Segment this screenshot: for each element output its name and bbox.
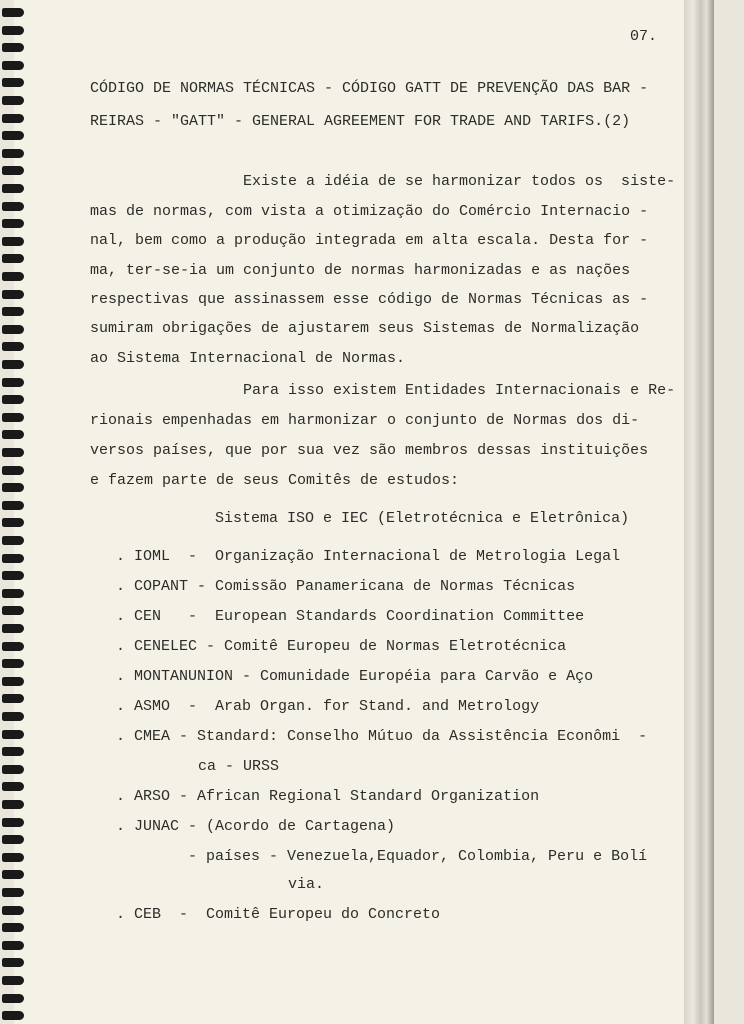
spiral-coil bbox=[2, 290, 24, 299]
spiral-coil bbox=[2, 149, 24, 158]
spiral-coil bbox=[2, 976, 24, 985]
list-item: . ASMO - Arab Organ. for Stand. and Metrology bbox=[116, 698, 540, 715]
paragraph1-line: respectivas que assinassem esse código de Normas Técnicas as - bbox=[90, 291, 649, 308]
spiral-coil bbox=[2, 430, 24, 439]
spiral-coil bbox=[2, 202, 24, 211]
spiral-coil bbox=[2, 958, 24, 967]
spiral-coil bbox=[2, 96, 24, 105]
spiral-coil bbox=[2, 994, 24, 1003]
spiral-coil bbox=[2, 712, 24, 721]
paragraph1-line: sumiram obrigações de ajustarem seus Sistemas de Normalização bbox=[90, 320, 640, 337]
title-line-2: REIRAS - "GATT" - GENERAL AGREEMENT FOR TRADE AND TARIFS.(2) bbox=[90, 113, 631, 130]
spiral-coil bbox=[2, 43, 24, 52]
spiral-coil bbox=[2, 835, 24, 844]
spiral-coil bbox=[2, 219, 24, 228]
list-item: . IOML - Organização Internacional de Metrologia Legal bbox=[116, 548, 621, 565]
spiral-coil bbox=[2, 114, 24, 123]
spiral-coil bbox=[2, 694, 24, 703]
spiral-coil bbox=[2, 765, 24, 774]
spiral-coil bbox=[2, 730, 24, 739]
spiral-coil bbox=[2, 1011, 24, 1020]
spiral-coil bbox=[2, 237, 24, 246]
spiral-coil bbox=[2, 413, 24, 422]
spiral-coil bbox=[2, 184, 24, 193]
paragraph1-line: ao Sistema Internacional de Normas. bbox=[90, 350, 406, 367]
spiral-coil bbox=[2, 941, 24, 950]
spiral-coil bbox=[2, 325, 24, 334]
spiral-coil bbox=[2, 870, 24, 879]
list-item-continuation: via. bbox=[288, 876, 325, 893]
spiral-coil bbox=[2, 360, 24, 369]
paragraph2-line: Para isso existem Entidades Internacionais e Re- bbox=[243, 382, 676, 399]
spiral-coil bbox=[2, 642, 24, 651]
spiral-coil bbox=[2, 888, 24, 897]
spiral-coil bbox=[2, 800, 24, 809]
list-item: . CMEA - Standard: Conselho Mútuo da Assistência Econômi - bbox=[116, 728, 648, 745]
system-line: Sistema ISO e IEC (Eletrotécnica e Eletrônica) bbox=[215, 510, 630, 527]
spiral-coil bbox=[2, 782, 24, 791]
list-item: . ARSO - African Regional Standard Organization bbox=[116, 788, 540, 805]
spiral-coil bbox=[2, 677, 24, 686]
paragraph1-line: Existe a idéia de se harmonizar todos os siste- bbox=[243, 173, 676, 190]
spiral-coil bbox=[2, 659, 24, 668]
spiral-coil bbox=[2, 853, 24, 862]
spiral-coil bbox=[2, 307, 24, 316]
spiral-coil bbox=[2, 395, 24, 404]
spiral-coil bbox=[2, 554, 24, 563]
spiral-coil bbox=[2, 254, 24, 263]
list-item-subline: - países - Venezuela,Equador, Colombia, Peru e Bolí bbox=[188, 848, 648, 865]
spiral-coil bbox=[2, 78, 24, 87]
spiral-coil bbox=[2, 747, 24, 756]
list-item-continuation: ca - URSS bbox=[198, 758, 280, 775]
spiral-coil bbox=[2, 272, 24, 281]
spiral-coil bbox=[2, 606, 24, 615]
spiral-coil bbox=[2, 378, 24, 387]
list-item: . MONTANUNION - Comunidade Européia para Carvão e Aço bbox=[116, 668, 594, 685]
spiral-coil bbox=[2, 589, 24, 598]
spiral-coil bbox=[2, 483, 24, 492]
spiral-coil bbox=[2, 906, 24, 915]
list-item: . CENELEC - Comitê Europeu de Normas Eletrotécnica bbox=[116, 638, 567, 655]
paragraph1-line: mas de normas, com vista a otimização do Comércio Internacio - bbox=[90, 203, 649, 220]
paragraph2-line: versos países, que por sua vez são membros dessas instituições bbox=[90, 442, 649, 459]
spiral-coil bbox=[2, 501, 24, 510]
spiral-coil bbox=[2, 448, 24, 457]
spiral-coil bbox=[2, 466, 24, 475]
spiral-coil bbox=[2, 571, 24, 580]
spiral-coil bbox=[2, 8, 24, 17]
paragraph1-line: nal, bem como a produção integrada em alta escala. Desta for - bbox=[90, 232, 649, 249]
spiral-coil bbox=[2, 818, 24, 827]
list-item: . COPANT - Comissão Panamericana de Normas Técnicas bbox=[116, 578, 576, 595]
spiral-coil bbox=[2, 166, 24, 175]
spiral-coil bbox=[2, 624, 24, 633]
list-item: . CEN - European Standards Coordination Committee bbox=[116, 608, 585, 625]
spiral-coil bbox=[2, 342, 24, 351]
list-item: . CEB - Comitê Europeu do Concreto bbox=[116, 906, 441, 923]
page-number: 07. bbox=[630, 28, 658, 45]
spiral-binding bbox=[0, 0, 30, 1024]
spiral-coil bbox=[2, 536, 24, 545]
spiral-coil bbox=[2, 131, 24, 140]
page-stack-edge bbox=[684, 0, 714, 1024]
spiral-coil bbox=[2, 923, 24, 932]
title-line-1: CÓDIGO DE NORMAS TÉCNICAS - CÓDIGO GATT DE PREVENÇÃO DAS BAR - bbox=[90, 80, 649, 97]
paragraph1-line: ma, ter-se-ia um conjunto de normas harmonizadas e as nações bbox=[90, 262, 631, 279]
spiral-coil bbox=[2, 61, 24, 70]
spiral-coil bbox=[2, 518, 24, 527]
list-item: . JUNAC - (Acordo de Cartagena) bbox=[116, 818, 396, 835]
paragraph2-line: e fazem parte de seus Comitês de estudos: bbox=[90, 472, 460, 489]
spiral-coil bbox=[2, 26, 24, 35]
paragraph2-line: rionais empenhadas em harmonizar o conjunto de Normas dos di- bbox=[90, 412, 640, 429]
